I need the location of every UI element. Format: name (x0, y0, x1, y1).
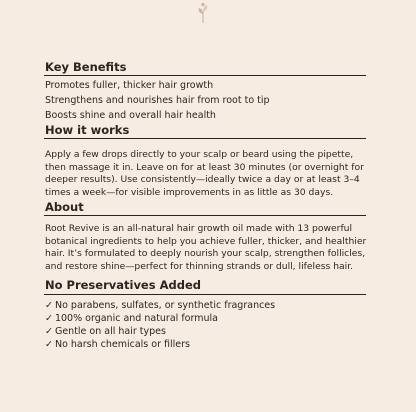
no-preservatives-item-label: No parabens, sulfates, or synthetic fragrances (54, 300, 276, 311)
checkmark-icon: ✓ (45, 300, 53, 311)
about-title: About (45, 200, 84, 214)
key-benefit-item: Boosts shine and overall hair health (45, 110, 216, 121)
how-it-works-divider (44, 138, 366, 139)
no-preservatives-item-label: Gentle on all hair types (54, 326, 166, 337)
key-benefit-item: Promotes fuller, thicker hair growth (45, 80, 214, 91)
about-text: Root Revive is an all-natural hair growth oil made with 13 powerful botanical ingredients to help you achieve fuller, thicker, and healthier hair. It’s formulated to deeply nourish your scalp, strengthen follicles, and restore shine—perfect for thinning strands or dull, lifeless hair. (45, 223, 367, 272)
no-preservatives-item-label: No harsh chemicals or fillers (54, 339, 190, 350)
no-preservatives-title: No Preservatives Added (45, 278, 201, 292)
no-preservatives-item (45, 299, 275, 312)
key-benefit-item: Strengthens and nourishes hair from root to tip (45, 95, 270, 106)
key-benefits-title: Key Benefits (45, 60, 127, 74)
no-preservatives-item (45, 325, 166, 338)
no-preservatives-item (45, 338, 190, 351)
checkmark-icon: ✓ (45, 339, 53, 350)
no-preservatives-item (45, 312, 218, 325)
no-preservatives-divider (44, 294, 366, 295)
checkmark-icon: ✓ (45, 326, 53, 337)
how-it-works-title: How it works (45, 123, 130, 137)
about-divider (44, 215, 366, 216)
no-preservatives-item-label: 100% organic and natural formula (54, 313, 218, 324)
sprout-icon (193, 2, 213, 24)
checkmark-icon: ✓ (45, 313, 53, 324)
key-benefits-divider (44, 75, 366, 76)
how-it-works-text: Apply a few drops directly to your scalp or beard using the pipette, then massage it in. Leave on for at least 30 minutes (or overnight for deeper results). Use consistently—ideally twice a day or at least 3–4 times a week—for visible improvements in as little as 30 days. (45, 149, 364, 198)
